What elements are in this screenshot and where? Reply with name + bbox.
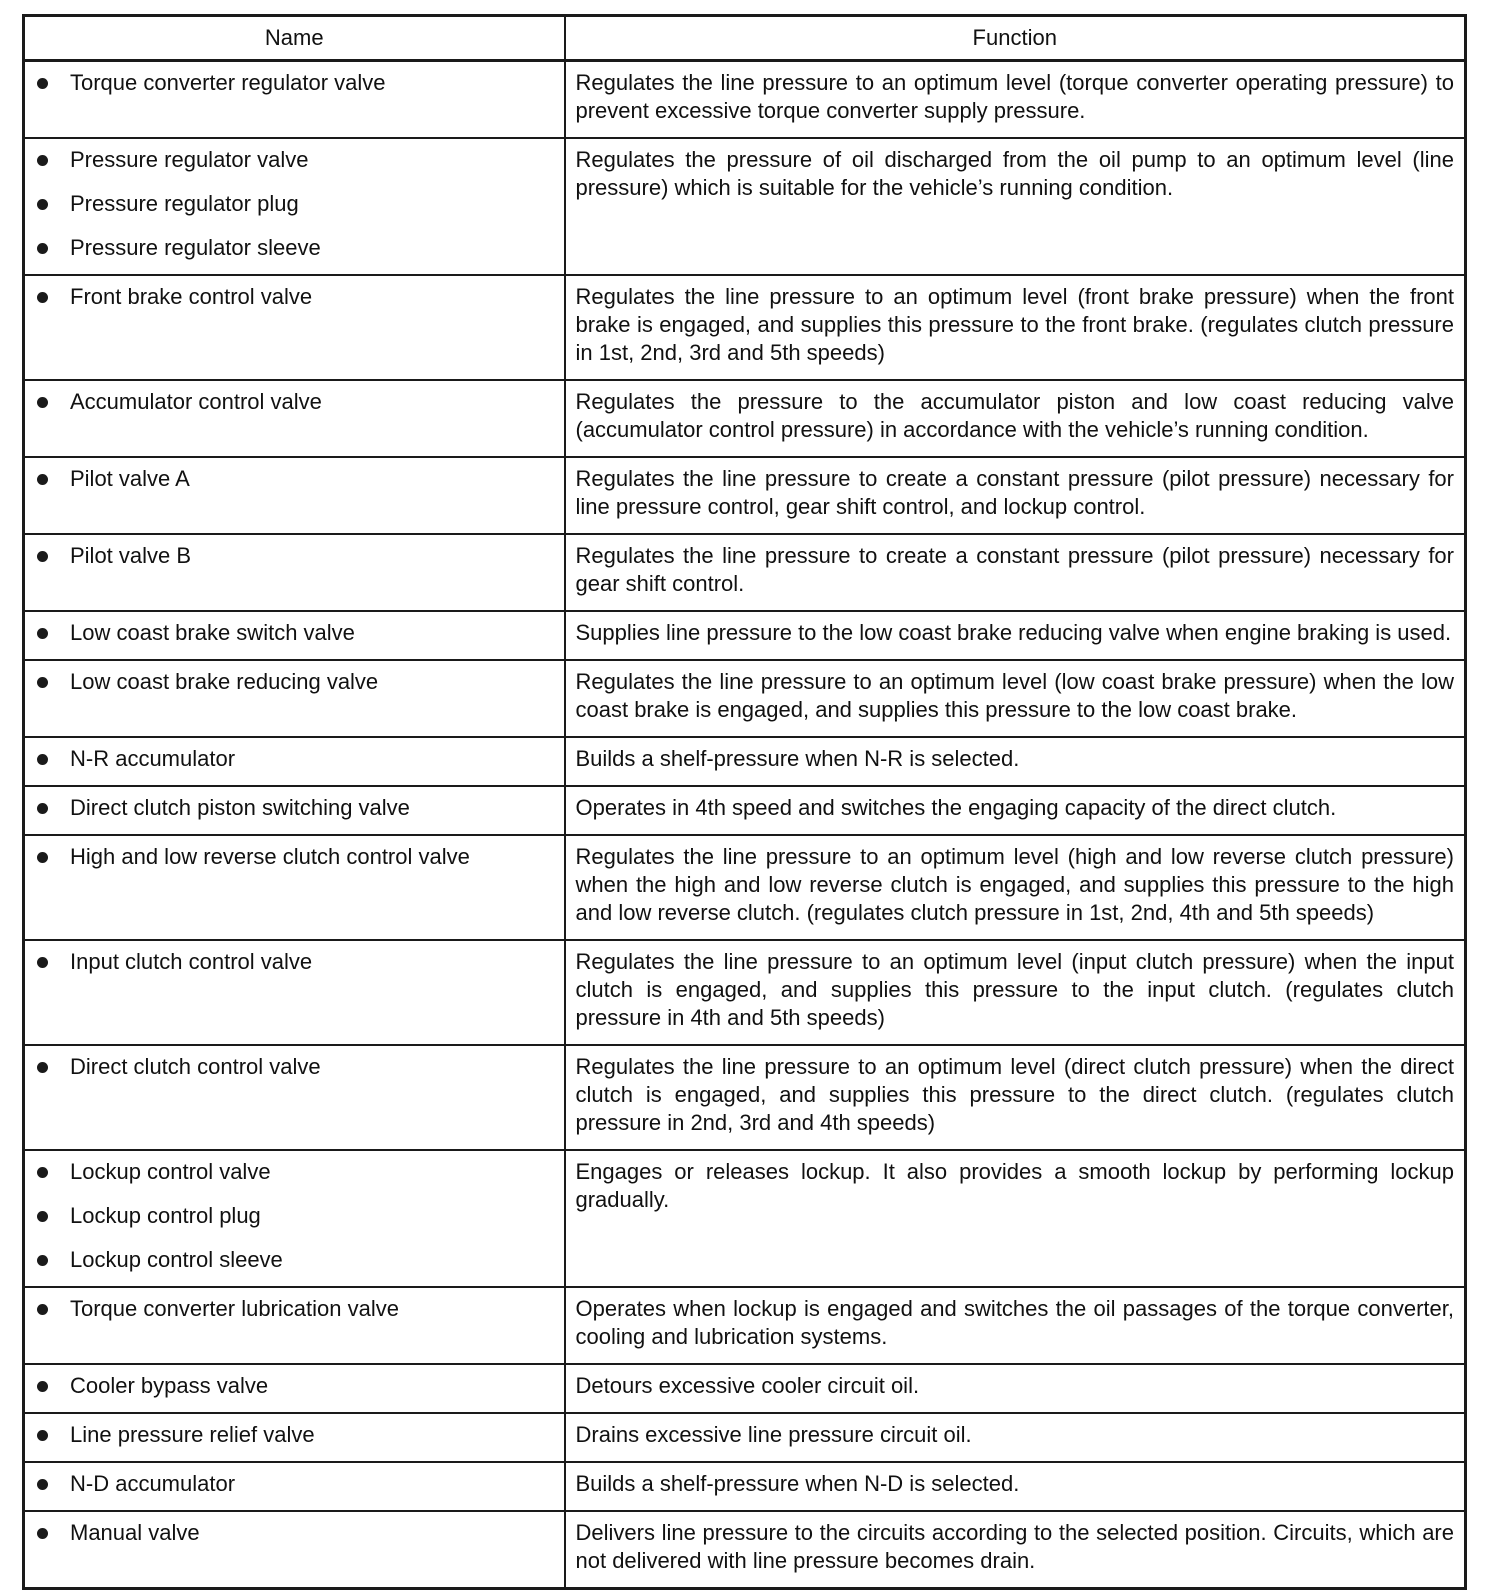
table-row [24, 786, 1466, 835]
function-column-header: Function [565, 16, 1466, 61]
table-row [24, 835, 1466, 940]
list-item [37, 542, 554, 570]
valve-name: Lockup control plug [70, 1203, 261, 1228]
bullet-icon [37, 1381, 48, 1392]
table-row [24, 61, 1466, 139]
function-cell [565, 380, 1466, 457]
name-cell [24, 1287, 565, 1364]
name-list [37, 1372, 554, 1400]
name-list [37, 388, 554, 416]
function-text: Detours excessive cooler circuit oil. [575, 1373, 920, 1398]
function-cell [565, 275, 1466, 380]
list-item [37, 1519, 554, 1547]
name-list [37, 1295, 554, 1323]
function-cell [565, 786, 1466, 835]
bullet-icon [37, 243, 48, 254]
function-text: Regulates the pressure of oil discharged from the oil pump to an optimum level (line pressure) which is suitable for the vehicle’s running condition. [575, 147, 1454, 200]
name-list [37, 465, 554, 493]
function-text: Builds a shelf-pressure when N-R is selected. [575, 746, 1020, 771]
name-cell [24, 275, 565, 380]
bullet-icon [37, 397, 48, 408]
list-item [37, 283, 554, 311]
table-row [24, 1045, 1466, 1150]
bullet-icon [37, 474, 48, 485]
bullet-icon [37, 292, 48, 303]
function-cell [565, 138, 1466, 275]
function-text: Regulates the line pressure to an optimum level (torque converter operating pressure) to prevent excessive torque converter supply pressure. [575, 70, 1454, 123]
function-text: Drains excessive line pressure circuit oil. [575, 1422, 972, 1447]
list-item [37, 1158, 554, 1186]
bullet-icon [37, 551, 48, 562]
list-item [37, 668, 554, 696]
name-column-header: Name [24, 16, 565, 61]
valve-name: Low coast brake reducing valve [70, 669, 379, 694]
table-row [24, 380, 1466, 457]
name-cell [24, 1462, 565, 1511]
valve-name: Torque converter lubrication valve [70, 1296, 399, 1321]
name-cell [24, 835, 565, 940]
name-list [37, 1519, 554, 1547]
list-item [37, 190, 554, 218]
function-text: Operates in 4th speed and switches the engaging capacity of the direct clutch. [575, 795, 1337, 820]
list-item [37, 69, 554, 97]
name-list [37, 146, 554, 262]
table-row [24, 1150, 1466, 1287]
function-cell [565, 1045, 1466, 1150]
name-cell [24, 660, 565, 737]
name-list [37, 69, 554, 97]
valve-name: Low coast brake switch valve [70, 620, 355, 645]
bullet-icon [37, 78, 48, 89]
name-cell [24, 611, 565, 660]
function-cell [565, 1287, 1466, 1364]
name-cell [24, 940, 565, 1045]
function-cell [565, 660, 1466, 737]
valve-name: Lockup control sleeve [70, 1247, 283, 1272]
valve-name: Direct clutch piston switching valve [70, 795, 410, 820]
valve-name: Accumulator control valve [70, 389, 322, 414]
list-item [37, 1470, 554, 1498]
table-row [24, 1511, 1466, 1589]
table-row [24, 737, 1466, 786]
function-cell [565, 1150, 1466, 1287]
function-text: Supplies line pressure to the low coast brake reducing valve when engine braking is used. [575, 620, 1452, 645]
name-list [37, 1158, 554, 1274]
valve-name: N-D accumulator [70, 1471, 236, 1496]
bullet-icon [37, 1479, 48, 1490]
name-list [37, 1053, 554, 1081]
table-row [24, 611, 1466, 660]
function-cell [565, 940, 1466, 1045]
function-text: Regulates the line pressure to an optimum level (low coast brake pressure) when the low coast brake is engaged, and supplies this pressure to the low coast brake. [575, 669, 1454, 722]
name-list [37, 745, 554, 773]
list-item [37, 234, 554, 262]
bullet-icon [37, 1430, 48, 1441]
bullet-icon [37, 957, 48, 968]
bullet-icon [37, 754, 48, 765]
table-body [24, 61, 1466, 1589]
table-row [24, 534, 1466, 611]
valve-function-table [22, 14, 1467, 1590]
valve-name: Manual valve [70, 1520, 200, 1545]
name-cell [24, 1045, 565, 1150]
name-cell [24, 1364, 565, 1413]
name-cell [24, 534, 565, 611]
list-item [37, 1421, 554, 1449]
table-row [24, 457, 1466, 534]
name-cell [24, 457, 565, 534]
table-row [24, 1364, 1466, 1413]
name-cell [24, 737, 565, 786]
function-cell [565, 611, 1466, 660]
name-list [37, 668, 554, 696]
function-text: Regulates the line pressure to an optimum level (high and low reverse clutch pressure) when the high and low reverse clutch is engaged, and supplies this pressure to the high and low reverse clutch. (regulates clutch pressure in 1st, 2nd, 4th and 5th speeds) [575, 844, 1454, 925]
function-text: Regulates the line pressure to an optimum level (front brake pressure) when the front brake is engaged, and supplies this pressure to the front brake. (regulates clutch pressure in 1st, 2nd, 3rd and 5th speeds) [575, 284, 1454, 365]
name-cell [24, 138, 565, 275]
bullet-icon [37, 1255, 48, 1266]
valve-name: Cooler bypass valve [70, 1373, 269, 1398]
function-text: Regulates the line pressure to an optimum level (input clutch pressure) when the input clutch is engaged, and supplies this pressure to the input clutch. (regulates clutch pressure in 4th and 5th speeds) [575, 949, 1454, 1030]
function-cell [565, 534, 1466, 611]
function-text: Engages or releases lockup. It also provides a smooth lockup by performing lockup gradually. [575, 1159, 1454, 1212]
header-row [24, 16, 1466, 61]
list-item [37, 794, 554, 822]
name-list [37, 843, 554, 871]
list-item [37, 745, 554, 773]
function-text: Operates when lockup is engaged and switches the oil passages of the torque converter, cooling and lubrication systems. [575, 1296, 1454, 1349]
function-text: Builds a shelf-pressure when N-D is selected. [575, 1471, 1020, 1496]
function-text: Regulates the line pressure to create a constant pressure (pilot pressure) necessary for gear shift control. [575, 543, 1454, 596]
list-item [37, 465, 554, 493]
table-row [24, 1462, 1466, 1511]
bullet-icon [37, 1167, 48, 1178]
bullet-icon [37, 1528, 48, 1539]
valve-name: High and low reverse clutch control valve [70, 844, 470, 869]
name-list [37, 542, 554, 570]
list-item [37, 146, 554, 174]
list-item [37, 948, 554, 976]
list-item [37, 1372, 554, 1400]
function-text: Regulates the line pressure to an optimum level (direct clutch pressure) when the direct clutch is engaged, and supplies this pressure to the direct clutch. (regulates clutch pressure in 2nd, 3rd and 4th speeds) [575, 1054, 1454, 1135]
name-list [37, 1470, 554, 1498]
function-cell [565, 835, 1466, 940]
bullet-icon [37, 677, 48, 688]
name-cell [24, 1413, 565, 1462]
valve-name: Lockup control valve [70, 1159, 271, 1184]
valve-name: Pilot valve B [70, 543, 192, 568]
valve-name: Pilot valve A [70, 466, 190, 491]
function-cell [565, 1413, 1466, 1462]
valve-name: Pressure regulator valve [70, 147, 309, 172]
list-item [37, 1202, 554, 1230]
name-list [37, 948, 554, 976]
valve-name: Line pressure relief valve [70, 1422, 315, 1447]
name-list [37, 794, 554, 822]
list-item [37, 1246, 554, 1274]
function-cell [565, 1511, 1466, 1589]
table-row [24, 275, 1466, 380]
bullet-icon [37, 628, 48, 639]
list-item [37, 1053, 554, 1081]
name-cell [24, 1511, 565, 1589]
name-cell [24, 1150, 565, 1287]
valve-name: Input clutch control valve [70, 949, 313, 974]
function-cell [565, 737, 1466, 786]
valve-name: Pressure regulator plug [70, 191, 299, 216]
list-item [37, 619, 554, 647]
bullet-icon [37, 1062, 48, 1073]
table-row [24, 1287, 1466, 1364]
function-text: Regulates the line pressure to create a constant pressure (pilot pressure) necessary for line pressure control, gear shift control, and lockup control. [575, 466, 1454, 519]
table-row [24, 660, 1466, 737]
valve-name: Front brake control valve [70, 284, 313, 309]
function-text: Regulates the pressure to the accumulator piston and low coast reducing valve (accumulator control pressure) in accordance with the vehicle’s running condition. [575, 389, 1454, 442]
list-item [37, 1295, 554, 1323]
name-list [37, 283, 554, 311]
name-cell [24, 380, 565, 457]
table-row [24, 940, 1466, 1045]
bullet-icon [37, 1304, 48, 1315]
list-item [37, 843, 554, 871]
valve-name: Torque converter regulator valve [70, 70, 386, 95]
table-row [24, 1413, 1466, 1462]
valve-name: Direct clutch control valve [70, 1054, 321, 1079]
function-cell [565, 61, 1466, 139]
valve-name: Pressure regulator sleeve [70, 235, 321, 260]
table-row [24, 138, 1466, 275]
bullet-icon [37, 803, 48, 814]
function-cell [565, 1462, 1466, 1511]
name-list [37, 1421, 554, 1449]
name-cell [24, 61, 565, 139]
bullet-icon [37, 1211, 48, 1222]
bullet-icon [37, 155, 48, 166]
valve-name: N-R accumulator [70, 746, 236, 771]
bullet-icon [37, 852, 48, 863]
name-cell [24, 786, 565, 835]
name-list [37, 619, 554, 647]
function-cell [565, 457, 1466, 534]
bullet-icon [37, 199, 48, 210]
function-cell [565, 1364, 1466, 1413]
list-item [37, 388, 554, 416]
function-text: Delivers line pressure to the circuits according to the selected position. Circuits, which are not delivered with line pressure becomes drain. [575, 1520, 1454, 1573]
